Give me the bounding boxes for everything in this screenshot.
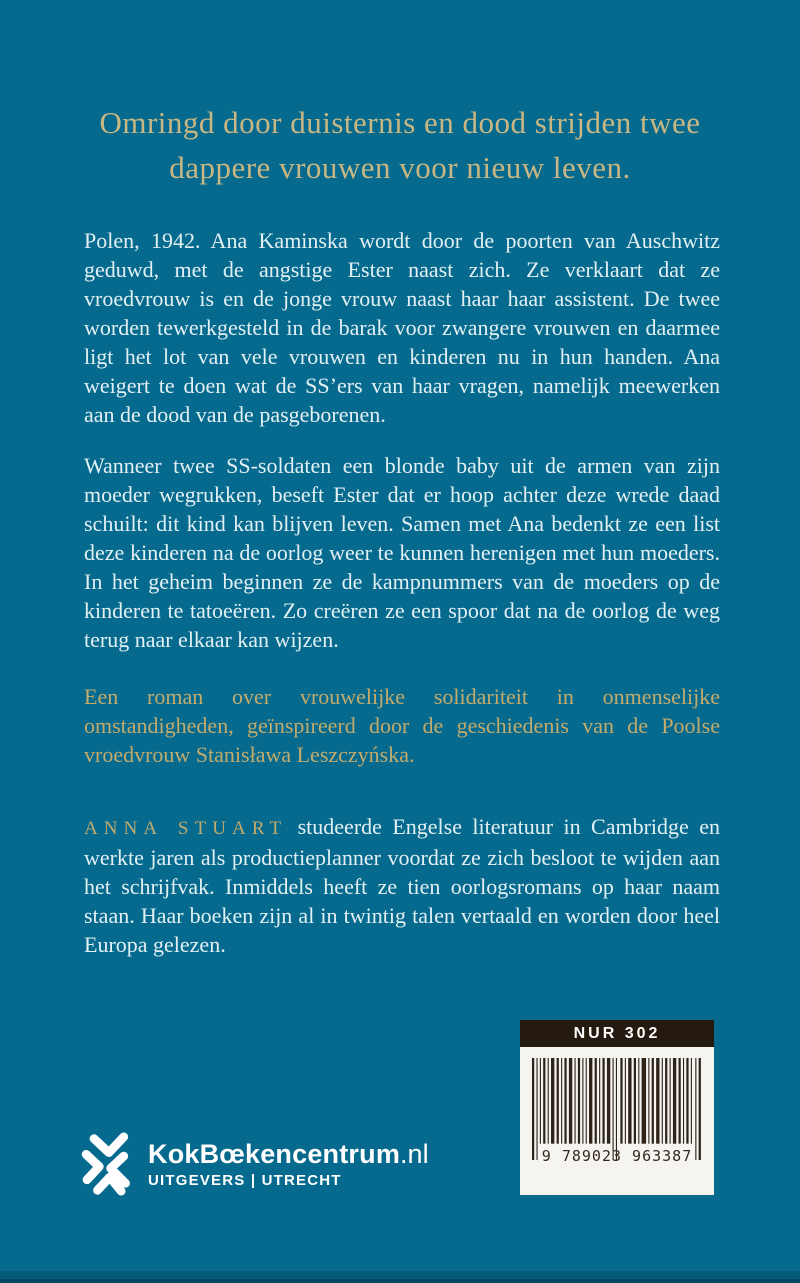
barcode-area: [520, 1047, 714, 1195]
publisher-name-row: [148, 1139, 429, 1169]
author-name: ANNA STUART: [84, 818, 288, 839]
publisher-subtitle: UITGEVERS | UTRECHT: [148, 1172, 342, 1189]
synopsis-paragraph-1: Polen, 1942. Ana Kaminska wordt door de poorten van Auschwitz geduwd, met de angstige Ester naast zich. Ze verklaart dat ze vroedvrouw is en de jonge vrouw naast haar haar assistent. De twee worden tewerkgesteld in de barak voor zwangere vrouwen en daarmee ligt het lot van vele vrouwen en kinderen nu in hun handen. Ana weigert te doen wat de SS’ers van haar vragen, namelijk meewerken aan de dood van de pasgeborenen.: [84, 228, 720, 427]
publisher-logo: [80, 1131, 429, 1197]
nur-code-bar: [520, 1020, 714, 1047]
barcode-icon: [532, 1058, 702, 1160]
author-bio-paragraph: [84, 812, 720, 959]
cover-tagline: Omringd door duisternis en dood strijden twee dappere vrouwen voor nieuw leven.: [99, 105, 701, 185]
publisher-logo-icon: [80, 1131, 136, 1197]
publisher-name: KokBœkencentrum: [148, 1139, 401, 1169]
cover-bottom-edge: [0, 1271, 800, 1283]
publisher-logo-text: [148, 1139, 429, 1189]
cover-fold-line: [0, 1279, 800, 1283]
publisher-tld: .nl: [400, 1139, 429, 1169]
isbn-number: 9 789023 963387: [541, 1147, 693, 1165]
nur-code: NUR 302: [573, 1024, 661, 1042]
author-bio-text: studeerde Engelse literatuur in Cambridge en werkte jaren als productieplanner voordat ze zich besloot te wijden aan het schrijfvak. Inmiddels heeft ze tien oorlogsromans op haar naam staan. Haar boeken zijn al in twintig talen vertaald en worden door heel Europa gelezen.: [84, 814, 720, 957]
barcode-panel: [520, 1020, 714, 1195]
highlight-paragraph: Een roman over vrouwelijke solidariteit in onmenselijke omstandigheden, geïnspireerd door de geschiedenis van de Poolse vroedvrouw Stanisława Leszczyńska.: [84, 684, 720, 767]
synopsis-paragraph-2: Wanneer twee SS-soldaten een blonde baby uit de armen van zijn moeder wegrukken, beseft Ester dat er hoop achter deze wrede daad schuilt: dit kind kan blijven leven. Samen met Ana bedenkt ze een list deze kinderen na de oorlog weer te kunnen herenigen met hun moeders. In het geheim beginnen ze de kampnummers van de moeders op de kinderen te tatoeëren. Zo creëren ze een spoor dat na de oorlog de weg terug naar elkaar kan wijzen.: [84, 453, 720, 652]
